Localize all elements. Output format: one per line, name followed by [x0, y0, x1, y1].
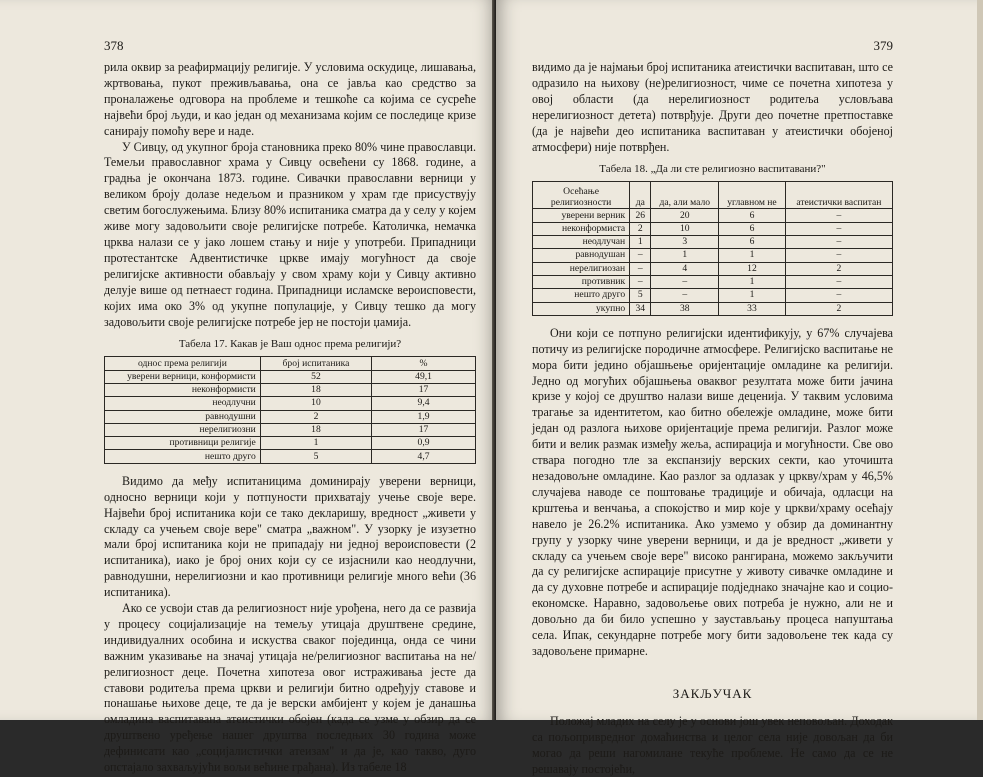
table17-cell: 2: [260, 410, 371, 423]
table17-cell: 5: [260, 450, 371, 463]
table17-cell: 52: [260, 370, 371, 383]
table18-cell: 4: [651, 262, 719, 275]
table18-header-cell: атеистички васпитан: [785, 182, 892, 209]
table18-header-cell: да, али мало: [651, 182, 719, 209]
right-paragraph-2: Они који се потпуно религијски идентификују, у 67% случајева потичу из религијске породичне атмосфере. Религијско васпитање не мора бити једино објашњење оријентације омладине ка религији. Једно од могућих објашњења оваквог резултата може бити јачина кризе у којој се друштво налази више деценија. У таквим условима трагање за идентитетом, као битно обележје омладине, може бити један од разлога њихове оријентације према религији. Разлог може бити и велик размак између жеља, аспирација и могућности. Све ово ствара погодно тле за експанзију верских секти, као уточишта незадовољне омладине. Као разлог за одлазак у цркву/храм у 46,5% случајева наводе се поштовање традиције и обичаја, одласци на крштења и венчања, а спокојство и мир које у цркви/храму осећају навело је 26.2% испитаника. Ако узмемо у обзир да доминантну групу у узорку чине уверени верници, и да је вредност „живети у складу са учењем своје вере" високо рангирана, можемо закључити да су религијске аспирације присутне у животу сивачке омладине и да су духовне потребе и аспирације подједнако значајне као и социо-економске. Наравно, задовољење ових потреба је нужно, али не и довољно да би било успешно у заустављању процеса напуштања села. Ипак, секундарне потребе могу бити задовољене тек када су задовољене примарне.: [532, 325, 893, 658]
table18-header-cell: да: [630, 182, 651, 209]
table17-cell: 18: [260, 384, 371, 397]
table17-cell: 17: [372, 384, 476, 397]
table18-cell: 2: [785, 302, 892, 315]
table18-row: [533, 275, 893, 288]
table18-row: [533, 302, 893, 315]
table18-row: [533, 262, 893, 275]
table18-header-row: [533, 182, 893, 209]
table18-cell: 10: [651, 222, 719, 235]
table18-cell: уверени верник: [533, 209, 630, 222]
table18-cell: неодлучан: [533, 236, 630, 249]
table18-cell: противник: [533, 275, 630, 288]
table18-header-cell: углавном не: [719, 182, 786, 209]
table17-row: [105, 370, 476, 383]
table18-cell: 12: [719, 262, 786, 275]
table18-row: [533, 249, 893, 262]
table18-cell: –: [630, 275, 651, 288]
table18: [532, 181, 893, 315]
table18-cell: –: [651, 275, 719, 288]
table17-header-cell: број испитаника: [260, 357, 371, 370]
table17-cell: неодлучни: [105, 397, 261, 410]
table17-row: [105, 410, 476, 423]
right-paragraph-3: Положај младих на селу је у основи још увек неповољан. Доходак са пољопривредног домаћинства и целог села није довољан да би могао да реши нагомилане текуће проблеме. Не само да се не решавају постојећи,: [532, 713, 893, 776]
table18-cell: 26: [630, 209, 651, 222]
table18-body: [533, 209, 893, 315]
table18-cell: 5: [630, 289, 651, 302]
left-paragraph-2: У Сивцу, од укупног броја становника преко 80% чине православци. Темељи православног храма у Сивцу освећени су 1868. године, а градња је окончана 1873. године. Сивачки православни верници у великом броју долазе недељом и празником у храм где присуствују светим богослужењима. Близу 80% испитаника сматра да у селу у којем живе могу задовољити своје религијске потребе. Католичка, немачка црква налази се у јако лошем стању и није у употреби. Припадници протестантске Адвентистичке цркве имају могућност да своје религијске активности обављају у свом храму који у Сивцу активно делује више од петнаест година. Припадници исламске вероисповести, којих има око 3% од укупне популације, у Сивцу тешко да могу задовољити своје религијске потребе јер не постоји џамија.: [104, 139, 476, 329]
table17-row: [105, 397, 476, 410]
left-paragraph-3: Видимо да међу испитаницима доминирају уверени верници, односно верници који у потпуности прихватају учење своје вере. Највећи број испитаника који се тако декларишу, вредност „живети у складу са учењем своје вере" сматра „важном". У узорку је изузетно мали број испитаника који не припадају ни једној вероисповести (2 испитаника), иако је број оних који су се изјаснили као неодлучни, равнодушни, нерелигиозни и као противници религије много већи (36 испитаника).: [104, 473, 476, 600]
table18-cell: неконформиста: [533, 222, 630, 235]
table18-cell: 2: [630, 222, 651, 235]
table17-cell: 1,9: [372, 410, 476, 423]
table18-row: [533, 222, 893, 235]
table17-cell: 0,9: [372, 437, 476, 450]
right-page: [496, 0, 983, 776]
table17-cell: 9,4: [372, 397, 476, 410]
table17-cell: противници религије: [105, 437, 261, 450]
table18-cell: 34: [630, 302, 651, 315]
table18-cell: 33: [719, 302, 786, 315]
table18-cell: 20: [651, 209, 719, 222]
table18-cell: 6: [719, 222, 786, 235]
table18-cell: –: [630, 249, 651, 262]
table18-cell: 1: [719, 275, 786, 288]
table17-cell: нерелигиозни: [105, 423, 261, 436]
table18-cell: 1: [719, 289, 786, 302]
table17: [104, 356, 476, 463]
table18-cell: равнодушан: [533, 249, 630, 262]
table17-cell: неконформисти: [105, 384, 261, 397]
table18-cell: 38: [651, 302, 719, 315]
table17-cell: 4,7: [372, 450, 476, 463]
table18-cell: –: [785, 249, 892, 262]
table18-cell: 1: [630, 236, 651, 249]
table18-cell: –: [785, 222, 892, 235]
table17-cell: нешто друго: [105, 450, 261, 463]
table18-cell: нешто друго: [533, 289, 630, 302]
table18-cell: –: [785, 289, 892, 302]
table18-header-cell: Осећање религиозности: [533, 182, 630, 209]
table18-cell: –: [785, 236, 892, 249]
table17-header-cell: однос према религији: [105, 357, 261, 370]
table18-cell: 6: [719, 209, 786, 222]
table17-cell: уверени верници, конформисти: [105, 370, 261, 383]
table17-caption: Табела 17. Какав је Ваш однос према религији?: [178, 338, 402, 351]
table18-cell: укупно: [533, 302, 630, 315]
table17-row: [105, 437, 476, 450]
table18-cell: 1: [651, 249, 719, 262]
section-title: ЗАКЉУЧАК: [672, 685, 753, 701]
table18-row: [533, 236, 893, 249]
table18-cell: 6: [719, 236, 786, 249]
table17-row: [105, 384, 476, 397]
table18-cell: 3: [651, 236, 719, 249]
table17-header-cell: %: [372, 357, 476, 370]
table18-row: [533, 289, 893, 302]
left-paragraph-1: рила оквир за реафирмацију религије. У условима оскудице, лишавања, жртвовања, пукот преживљавања, она се јавља као средство за проналажење одговора на проблеме и тешкоће са којима се сусреће највећи број људи, и као један од механизама којим се последице кризе санирају помоћу вере и наде.: [104, 60, 476, 138]
table18-cell: нерелигиозан: [533, 262, 630, 275]
table18-caption: Табела 18. „Да ли сте религиозно васпитавани?": [599, 163, 826, 176]
table18-cell: –: [630, 262, 651, 275]
table18-cell: –: [785, 275, 892, 288]
table17-cell: равнодушни: [105, 410, 261, 423]
table17-row: [105, 423, 476, 436]
left-page-number: 378: [104, 38, 124, 53]
table17-cell: 49,1: [372, 370, 476, 383]
table18-cell: 1: [719, 249, 786, 262]
table17-row: [105, 450, 476, 463]
table18-cell: –: [651, 289, 719, 302]
right-paragraph-1: видимо да је најмањи број испитаника атеистички васпитаван, што се одразило на њихову (не)религиозност, чиме се почетна хипотеза у овој области (да нерелигиозност родитеља условљава нерелигиозност детета) потврђује. Други део почетне претпоставке (да је највећи део испитаника васпитаван у атеистички обојеној атмосфери) није потврђен.: [532, 60, 893, 154]
right-page-number: 379: [873, 38, 893, 53]
table17-body: [105, 370, 476, 463]
table17-cell: 10: [260, 397, 371, 410]
table18-cell: –: [785, 209, 892, 222]
table17-cell: 17: [372, 423, 476, 436]
table17-header-row: [105, 357, 476, 370]
table18-row: [533, 209, 893, 222]
table18-cell: 2: [785, 262, 892, 275]
table17-cell: 1: [260, 437, 371, 450]
left-paragraph-4: Ако се усвоји став да религиозност није урођена, него да се развија у процесу социјализације на темељу утицаја друштвене средине, индивидуалних особина и искуства сваког појединца, онда се чини важним указивање на значај утицаја не/религиозног васпитања на не/религиозност деце. Почетна хипотеза овог истраживања јесте да ставови родитеља према цркви и религији битно одређују ставове и понашање њихове деце, те да је верски амбијент у којем је данашња омладина васпитавана атеистички обојен (када се узме у обзир да се друштвено уређење нашег друштва последњих 30 година може дефинисати као „социјалистички атеизам" и да је, као такво, дуго опстајало захваљујући вољи већине грађана). Из табеле 18: [104, 601, 476, 775]
table17-cell: 18: [260, 423, 371, 436]
